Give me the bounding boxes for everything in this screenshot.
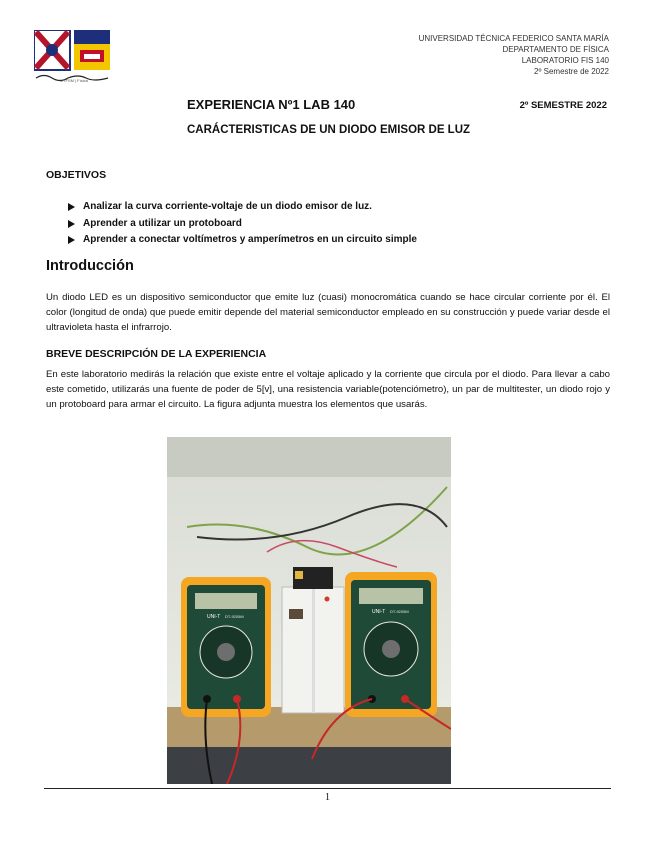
logo-text: UTFSM | Física [60, 78, 88, 83]
lab-name: LABORATORIO FIS 140 [521, 56, 609, 65]
objective-item: Aprender a conectar voltímetros y amperímetros en un circuito simple [68, 232, 417, 249]
description-heading: BREVE DESCRIPCIÓN DE LA EXPERIENCIA [46, 348, 267, 360]
footer-divider [44, 788, 611, 789]
objective-item: Aprender a utilizar un protoboard [68, 216, 417, 233]
left-meter-model: DT-9205M [225, 614, 244, 619]
objective-item: Analizar la curva corriente-voltaje de un diodo emisor de luz. [68, 199, 417, 216]
lab-setup-photo [167, 437, 451, 784]
description-paragraph: En este laboratorio medirás la relación que existe entre el voltaje aplicado y la corriente que circula por el diodo. Para llevar a cabo este cometido, utilizarás una fuente de poder de 5[v], una resistencia variable(potenciómetro), un par de multitester, un diodo rojo y un protoboard para armar el circuito. La figura adjunta muestra los elementos que usarás. [46, 369, 610, 410]
objectives-heading: OBJETIVOS [46, 169, 107, 181]
institution-name: UNIVERSIDAD TÉCNICA FEDERICO SANTA MARÍA [418, 34, 609, 43]
arrow-bullet-icon [68, 236, 75, 244]
department-name: DEPARTAMENTO DE FÍSICA [502, 45, 609, 54]
experience-semester: 2º SEMESTRE 2022 [519, 100, 607, 111]
right-meter-model: DT-9205M [390, 609, 409, 614]
arrow-bullet-icon [68, 203, 75, 211]
arrow-bullet-icon [68, 220, 75, 228]
document-title: CARÁCTERISTICAS DE UN DIODO EMISOR DE LUZ [187, 124, 471, 136]
right-meter-brand: UNI-T [372, 609, 386, 615]
experience-title: EXPERIENCIA Nº1 LAB 140 [187, 97, 356, 112]
objectives-list [68, 199, 417, 249]
university-logo [34, 30, 112, 84]
left-meter-brand: UNI-T [207, 614, 221, 620]
semester-label: 2º Semestre de 2022 [534, 67, 609, 76]
intro-heading: Introducción [46, 258, 134, 274]
institution-block [419, 33, 609, 77]
page-number: 1 [325, 792, 330, 803]
intro-paragraph: Un diodo LED es un dispositivo semiconductor que emite luz (cuasi) monocromática cuando se hace circular corriente por él. El color (longitud de onda) que puede emitir depende del material semiconductor empleado en su construcción y puede variar desde el ultravioleta hasta el infrarrojo. [46, 292, 610, 333]
